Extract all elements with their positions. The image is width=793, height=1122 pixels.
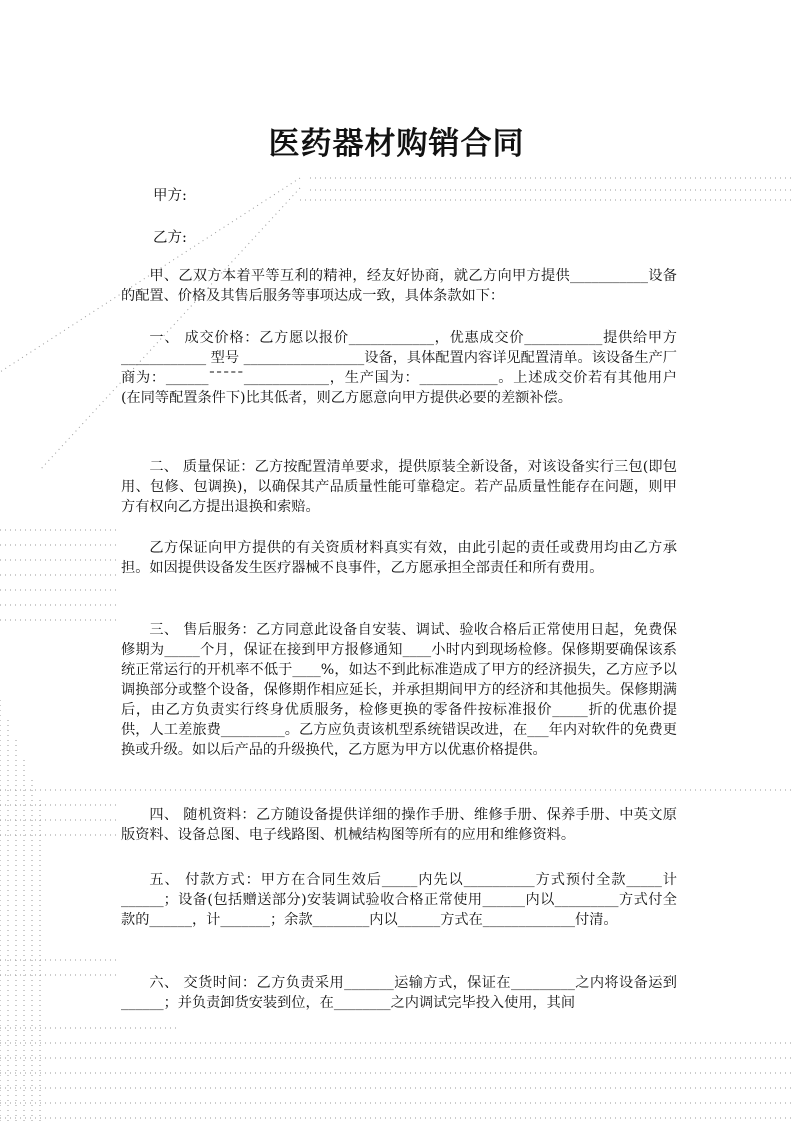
document-title: 医药器材购销合同 — [268, 126, 525, 162]
clause-quality: 二、 质量保证：乙方按配置清单要求，提供原装全新设备，对该设备实行三包(即包用、包修、包调换)，以确保其产品质量性能可靠稳定。若产品质量性能存在问题，则甲方有权向乙方提出退换和索赔。 — [121, 459, 677, 515]
clause-documents: 四、 随机资料：乙方随设备提供详细的操作手册、维修手册、保养手册、中英文原版资料、设备总图、电子线路图、机械结构图等所有的应用和维修资料。 — [121, 807, 677, 843]
clause-after-sales: 三、 售后服务：乙方同意此设备自安装、调试、验收合格后正常使用日起，免费保修期为_____个月，保证在接到甲方报修通知____小时内到现场检修。保修期要确保该系统正常运行的开机率不低于____%，如达不到此标准造成了甲方的经济损失，乙方应予以调换部分或整个设备，保修期作相应延长，并承担期间甲方的经济和其他损失。保修期满后，由乙方负责实行终身优质服务，检修更换的零备件按标准报价_____折的优惠价提供，人工差旅费_________。乙方应负责该机型系统错误改进，在___年内对软件的免费更换或升级。如以后产品的升级换代，乙方愿为甲方以优惠价格提供。 — [121, 622, 677, 758]
party-b-label: 乙方: — [153, 230, 187, 246]
clause-payment: 五、 付款方式：甲方在合同生效后_____内先以__________方式预付全款_____计______；设备(包括赠送部分)安装调试验收合格正常使用______内以_________方式付全款的______，计_______；余款________内以______方式在_____________付清。 — [121, 872, 677, 928]
clause-quality-liability: 乙方保证向甲方提供的有关资质材料真实有效，由此引起的责任或费用均由乙方承担。如因提供设备发生医疗器械不良事件，乙方愿承担全部责任和所有费用。 — [121, 540, 677, 576]
party-a-label: 甲方: — [153, 188, 187, 204]
clause-price: 一、 成交价格：乙方愿以报价____________，优惠成交价___________提供给甲方____________ 型号 _________________设备，具体配置内容详见配置清单。该设备生产厂商为：______ˉˉˉˉˉ____________，生产国为：___________。上述成交价若有其他用户(在同等配置条件下)比其低者，则乙方愿意向甲方提供必要的差额补偿。 — [121, 330, 677, 406]
intro-paragraph: 甲、乙双方本着平等互利的精神，经友好协商，就乙方向甲方提供___________设备的配置、价格及其售后服务等事项达成一致，具体条款如下： — [121, 268, 677, 304]
clause-delivery: 六、 交货时间：乙方负责采用_______运输方式，保证在_________之内将设备运到______；并负责卸货安装到位，在________之内调试完毕投入使用，其间 — [121, 975, 677, 1011]
